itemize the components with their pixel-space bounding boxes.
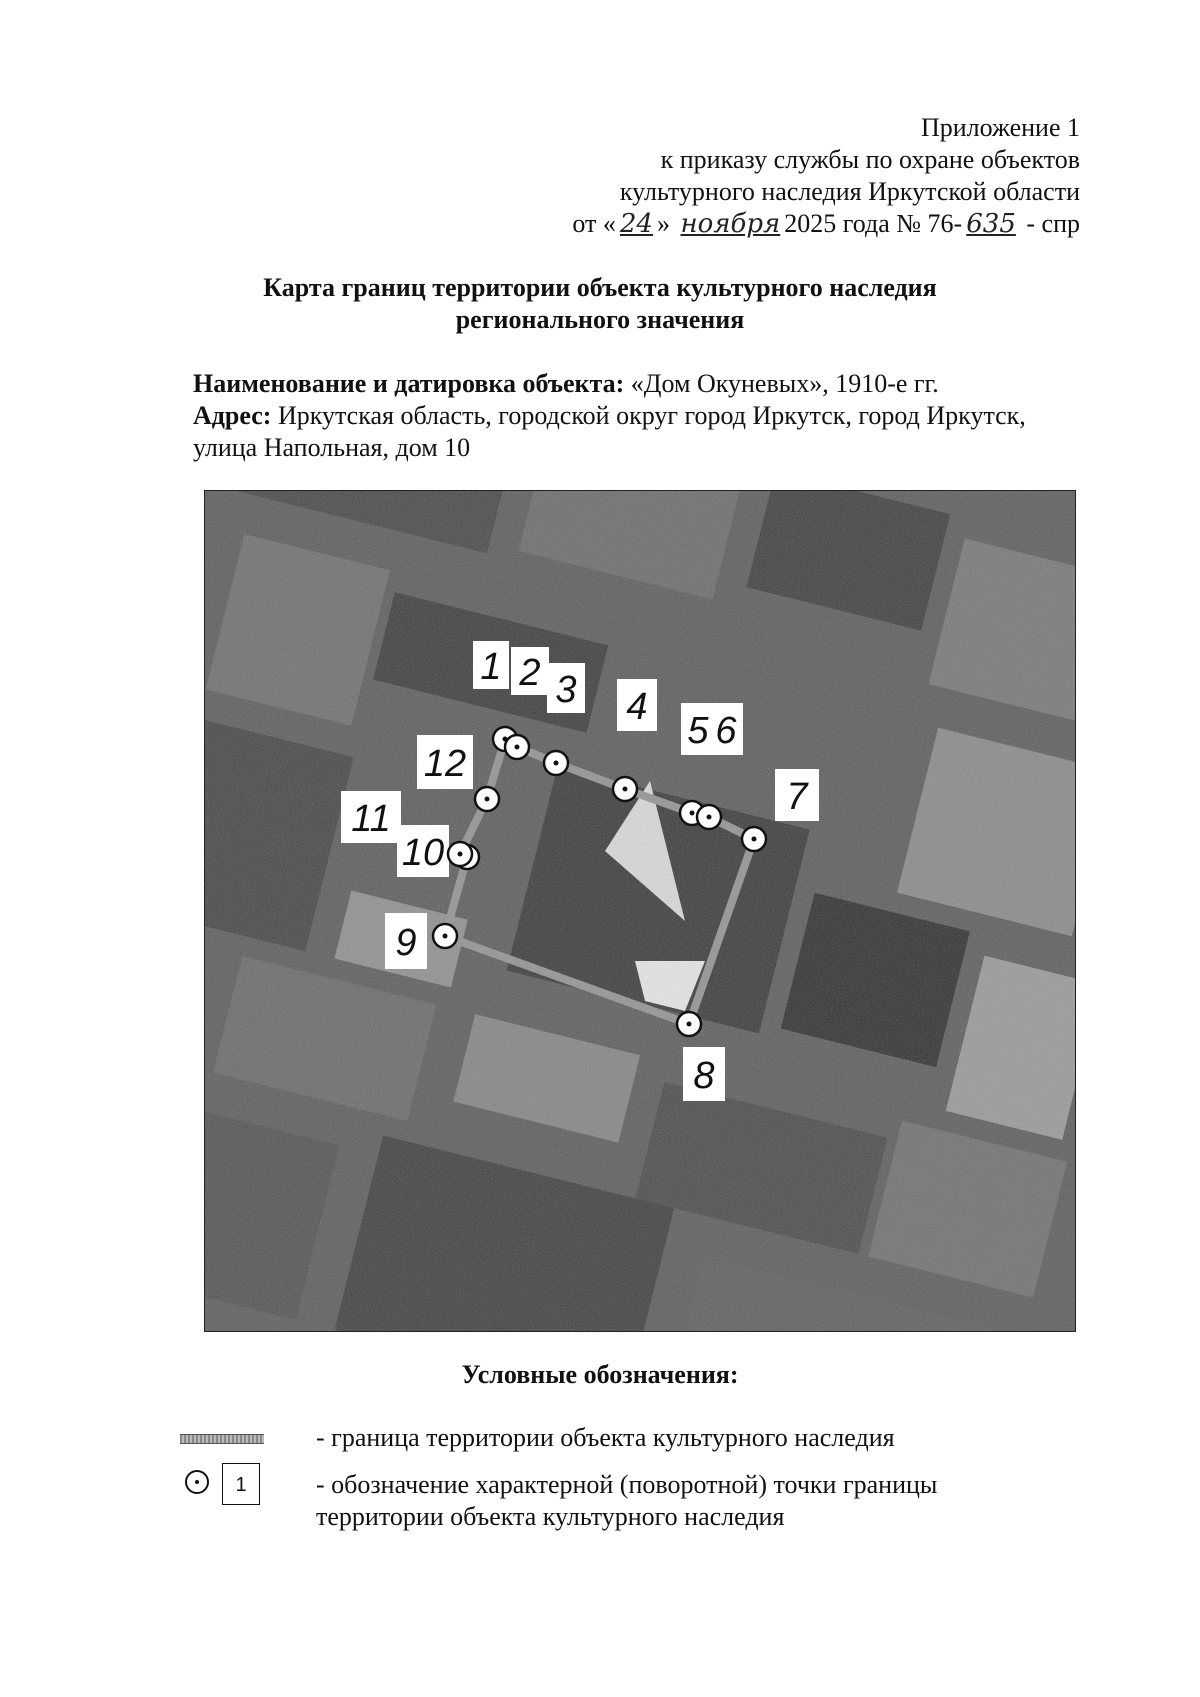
- object-address-value: Иркутская область, городской округ город Иркутск, город Иркутск, улица Напольная, дом 10: [193, 401, 1026, 462]
- satellite-map: [204, 490, 1076, 1332]
- date-prefix: от «: [572, 209, 616, 238]
- point-marker-dot-7: [752, 837, 757, 842]
- point-label-7: 7: [786, 776, 808, 818]
- point-marker-dot-3: [554, 761, 559, 766]
- order-suffix: - спр: [1026, 209, 1080, 238]
- point-label-12: 12: [423, 743, 467, 785]
- legend-boundary-text: - граница территории объекта культурного наследия: [316, 1423, 895, 1452]
- point-label-3: 3: [555, 669, 577, 711]
- object-name-line: [193, 368, 1093, 400]
- object-name-value: «Дом Окуневых», 1910-е гг.: [630, 369, 939, 398]
- legend-point-icon: [185, 1470, 209, 1494]
- appendix-header: [572, 112, 1080, 240]
- point-marker-dot-5: [690, 811, 695, 816]
- appendix-line-3: культурного наследия Иркутской области: [619, 177, 1080, 206]
- point-label-4: 4: [626, 686, 648, 728]
- point-marker-dot-4: [623, 787, 628, 792]
- appendix-line-1: Приложение 1: [920, 113, 1080, 142]
- legend-title: Условные обозначения:: [461, 1360, 739, 1389]
- object-name-label: Наименование и датировка объекта:: [193, 369, 625, 398]
- appendix-date-line: [572, 208, 1080, 240]
- point-marker-dot-6: [707, 815, 712, 820]
- point-label-8: 8: [693, 1055, 715, 1097]
- point-marker-dot-8: [687, 1022, 692, 1027]
- legend-boundary-sample: [180, 1434, 264, 1444]
- map-texture: [205, 491, 1075, 1331]
- point-marker-dot-9: [443, 934, 448, 939]
- order-number: 635: [966, 209, 1016, 239]
- appendix-line-2: к приказу службы по охране объектов: [660, 145, 1080, 174]
- point-marker-dot-2: [515, 745, 520, 750]
- title-line-1: Карта границ территории объекта культурного наследия: [263, 273, 937, 302]
- point-label-5: 5: [687, 710, 709, 752]
- object-address-line: [193, 400, 1093, 464]
- point-label-1: 1: [480, 646, 502, 688]
- date-year: 2025 года № 76-: [784, 209, 963, 238]
- point-label-11: 11: [351, 798, 391, 840]
- point-marker-dot-12: [485, 797, 490, 802]
- map-canvas: [205, 491, 1075, 1331]
- date-day: 24: [619, 209, 653, 239]
- object-info: [193, 368, 1093, 464]
- legend-point-label-box: 1: [222, 1463, 260, 1505]
- point-label-6: 6: [715, 710, 737, 752]
- legend-point-text: - обозначение характерной (поворотной) точки границы территории объекта культурного наследия: [316, 1470, 938, 1531]
- point-label-10: 10: [401, 832, 445, 874]
- document-title: [0, 272, 1200, 336]
- title-line-2: регионального значения: [455, 305, 745, 334]
- point-label-9: 9: [395, 922, 417, 964]
- date-month: ноября: [680, 209, 781, 239]
- point-marker-dot-11: [458, 852, 463, 857]
- date-mid: »: [656, 209, 670, 238]
- object-address-label: Адрес:: [193, 401, 272, 430]
- point-label-2: 2: [519, 652, 541, 694]
